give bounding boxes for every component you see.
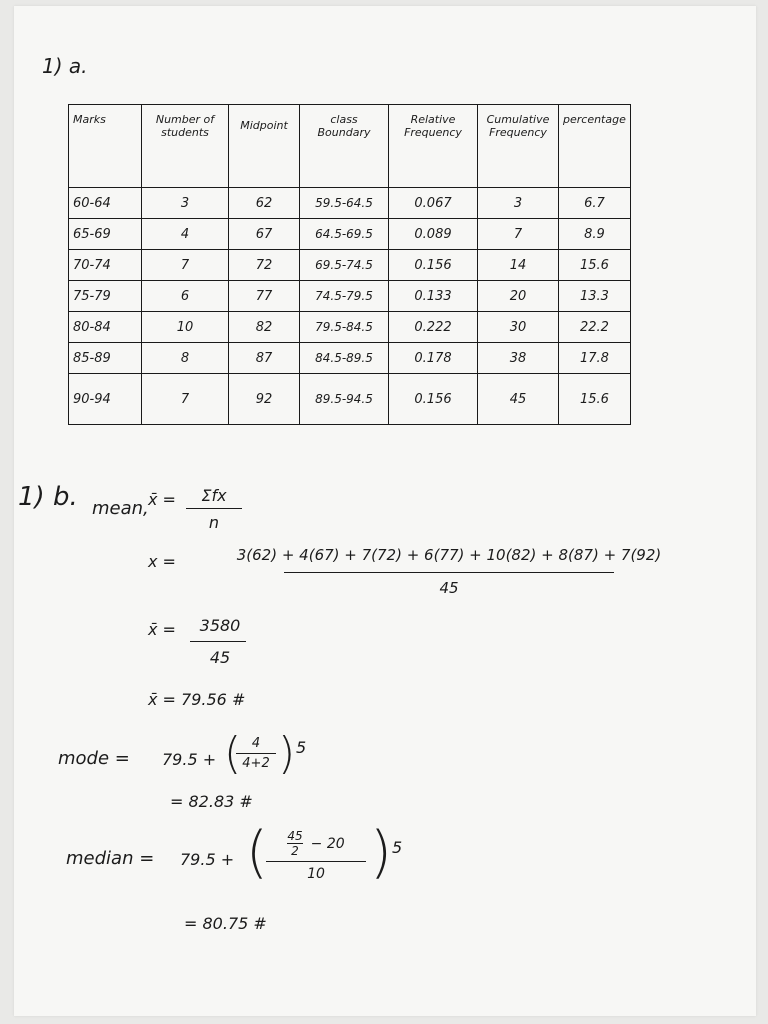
cell-marks: 70-74 <box>69 250 142 281</box>
table-row <box>69 281 631 312</box>
cell-midpoint: 72 <box>229 250 300 281</box>
cell-marks: 75-79 <box>69 281 142 312</box>
cell-boundary: 89.5-94.5 <box>300 374 389 425</box>
open-paren: ( <box>224 728 242 779</box>
mode-denominator: 4+2 <box>242 756 270 771</box>
header-midpoint: Midpoint <box>229 105 300 188</box>
cell-percentage: 13.3 <box>559 281 631 312</box>
close-paren: ) <box>370 820 392 885</box>
mode-label: mode = <box>58 748 130 769</box>
open-paren: ( <box>246 820 268 885</box>
cell-relative-frequency: 0.133 <box>389 281 478 312</box>
median-numerator-fraction <box>287 830 302 857</box>
mean-formula-lhs: x̄ = <box>148 490 176 509</box>
step1-denominator: 45 <box>439 579 459 597</box>
step2-numerator: 3580 <box>199 616 241 635</box>
median-label: median = <box>66 848 155 869</box>
cell-students: 10 <box>142 312 229 343</box>
table-header-row <box>69 105 631 188</box>
cell-cumulative-frequency: 7 <box>478 219 559 250</box>
cell-relative-frequency: 0.089 <box>389 219 478 250</box>
table-row <box>69 250 631 281</box>
mean-formula-numerator: Σfx <box>201 486 227 505</box>
step1-lhs: x = <box>148 552 176 571</box>
fraction-bar <box>236 753 276 754</box>
cell-percentage: 15.6 <box>559 250 631 281</box>
median-numerator-top: 45 <box>287 829 303 843</box>
table-row <box>69 343 631 374</box>
cell-students: 3 <box>142 188 229 219</box>
table-row <box>69 188 631 219</box>
cell-midpoint: 82 <box>229 312 300 343</box>
cell-cumulative-frequency: 3 <box>478 188 559 219</box>
header-marks: Marks <box>69 105 142 188</box>
cell-percentage: 8.9 <box>559 219 631 250</box>
mode-numerator: 4 <box>251 736 261 751</box>
step2-lhs: x̄ = <box>148 620 176 639</box>
header-relative-frequency: Relative Frequency <box>389 105 478 188</box>
header-class-boundary: class Boundary <box>300 105 389 188</box>
q1a-heading: 1) a. <box>42 54 88 78</box>
cell-midpoint: 92 <box>229 374 300 425</box>
cell-percentage: 22.2 <box>559 312 631 343</box>
cell-midpoint: 87 <box>229 343 300 374</box>
mode-expr-a: 79.5 + <box>162 750 217 769</box>
median-expr-b: 5 <box>392 838 403 857</box>
fraction-bar <box>284 572 614 573</box>
cell-cumulative-frequency: 45 <box>478 374 559 425</box>
q1b-heading: 1) b. <box>18 482 78 512</box>
median-denominator: 10 <box>307 866 325 882</box>
step2-fraction <box>190 616 250 667</box>
cell-marks: 60-64 <box>69 188 142 219</box>
mean-formula-denominator: n <box>208 513 220 532</box>
cell-relative-frequency: 0.156 <box>389 374 478 425</box>
header-percentage: percentage <box>559 105 631 188</box>
cell-relative-frequency: 0.067 <box>389 188 478 219</box>
cell-percentage: 15.6 <box>559 374 631 425</box>
cell-boundary: 84.5-89.5 <box>300 343 389 374</box>
mean-formula-fraction <box>186 486 242 532</box>
cell-midpoint: 67 <box>229 219 300 250</box>
step2-denominator: 45 <box>209 648 231 667</box>
cell-relative-frequency: 0.222 <box>389 312 478 343</box>
fraction-bar <box>190 641 246 642</box>
mode-expr-b: 5 <box>296 738 307 757</box>
cell-boundary: 79.5-84.5 <box>300 312 389 343</box>
median-numerator-bottom: 2 <box>291 844 299 858</box>
median-fraction <box>266 830 366 882</box>
cell-percentage: 17.8 <box>559 343 631 374</box>
cell-cumulative-frequency: 38 <box>478 343 559 374</box>
cell-cumulative-frequency: 14 <box>478 250 559 281</box>
cell-students: 8 <box>142 343 229 374</box>
mode-result: = 82.83 # <box>170 792 253 811</box>
cell-marks: 85-89 <box>69 343 142 374</box>
table-row <box>69 219 631 250</box>
frequency-table <box>68 104 631 425</box>
table-row <box>69 312 631 343</box>
header-cumulative-frequency: Cumulative Frequency <box>478 105 559 188</box>
cell-percentage: 6.7 <box>559 188 631 219</box>
median-numerator <box>266 830 366 857</box>
cell-boundary: 64.5-69.5 <box>300 219 389 250</box>
cell-marks: 80-84 <box>69 312 142 343</box>
cell-students: 6 <box>142 281 229 312</box>
cell-cumulative-frequency: 20 <box>478 281 559 312</box>
cell-relative-frequency: 0.156 <box>389 250 478 281</box>
cell-boundary: 74.5-79.5 <box>300 281 389 312</box>
cell-students: 7 <box>142 374 229 425</box>
mean-label: mean, <box>92 498 149 519</box>
table-row <box>69 374 631 425</box>
cell-cumulative-frequency: 30 <box>478 312 559 343</box>
cell-marks: 65-69 <box>69 219 142 250</box>
close-paren: ) <box>278 728 296 779</box>
cell-midpoint: 62 <box>229 188 300 219</box>
cell-boundary: 59.5-64.5 <box>300 188 389 219</box>
mode-fraction <box>236 736 276 771</box>
fraction-bar <box>186 508 242 509</box>
header-number-of-students: Number of students <box>142 105 229 188</box>
median-result: = 80.75 # <box>184 914 267 933</box>
median-expr-a: 79.5 + <box>180 850 235 869</box>
cell-midpoint: 77 <box>229 281 300 312</box>
cell-relative-frequency: 0.178 <box>389 343 478 374</box>
cell-boundary: 69.5-74.5 <box>300 250 389 281</box>
cell-marks: 90-94 <box>69 374 142 425</box>
worksheet-page <box>14 6 756 1016</box>
cell-students: 7 <box>142 250 229 281</box>
fraction-bar <box>266 861 366 862</box>
median-numerator-minus: − 20 <box>310 835 345 852</box>
step1-numerator: 3(62) + 4(67) + 7(72) + 6(77) + 10(82) + 8(87) + 7(92) <box>236 546 662 564</box>
cell-students: 4 <box>142 219 229 250</box>
step1-fraction <box>184 546 714 597</box>
mean-result: x̄ = 79.56 # <box>148 690 246 709</box>
